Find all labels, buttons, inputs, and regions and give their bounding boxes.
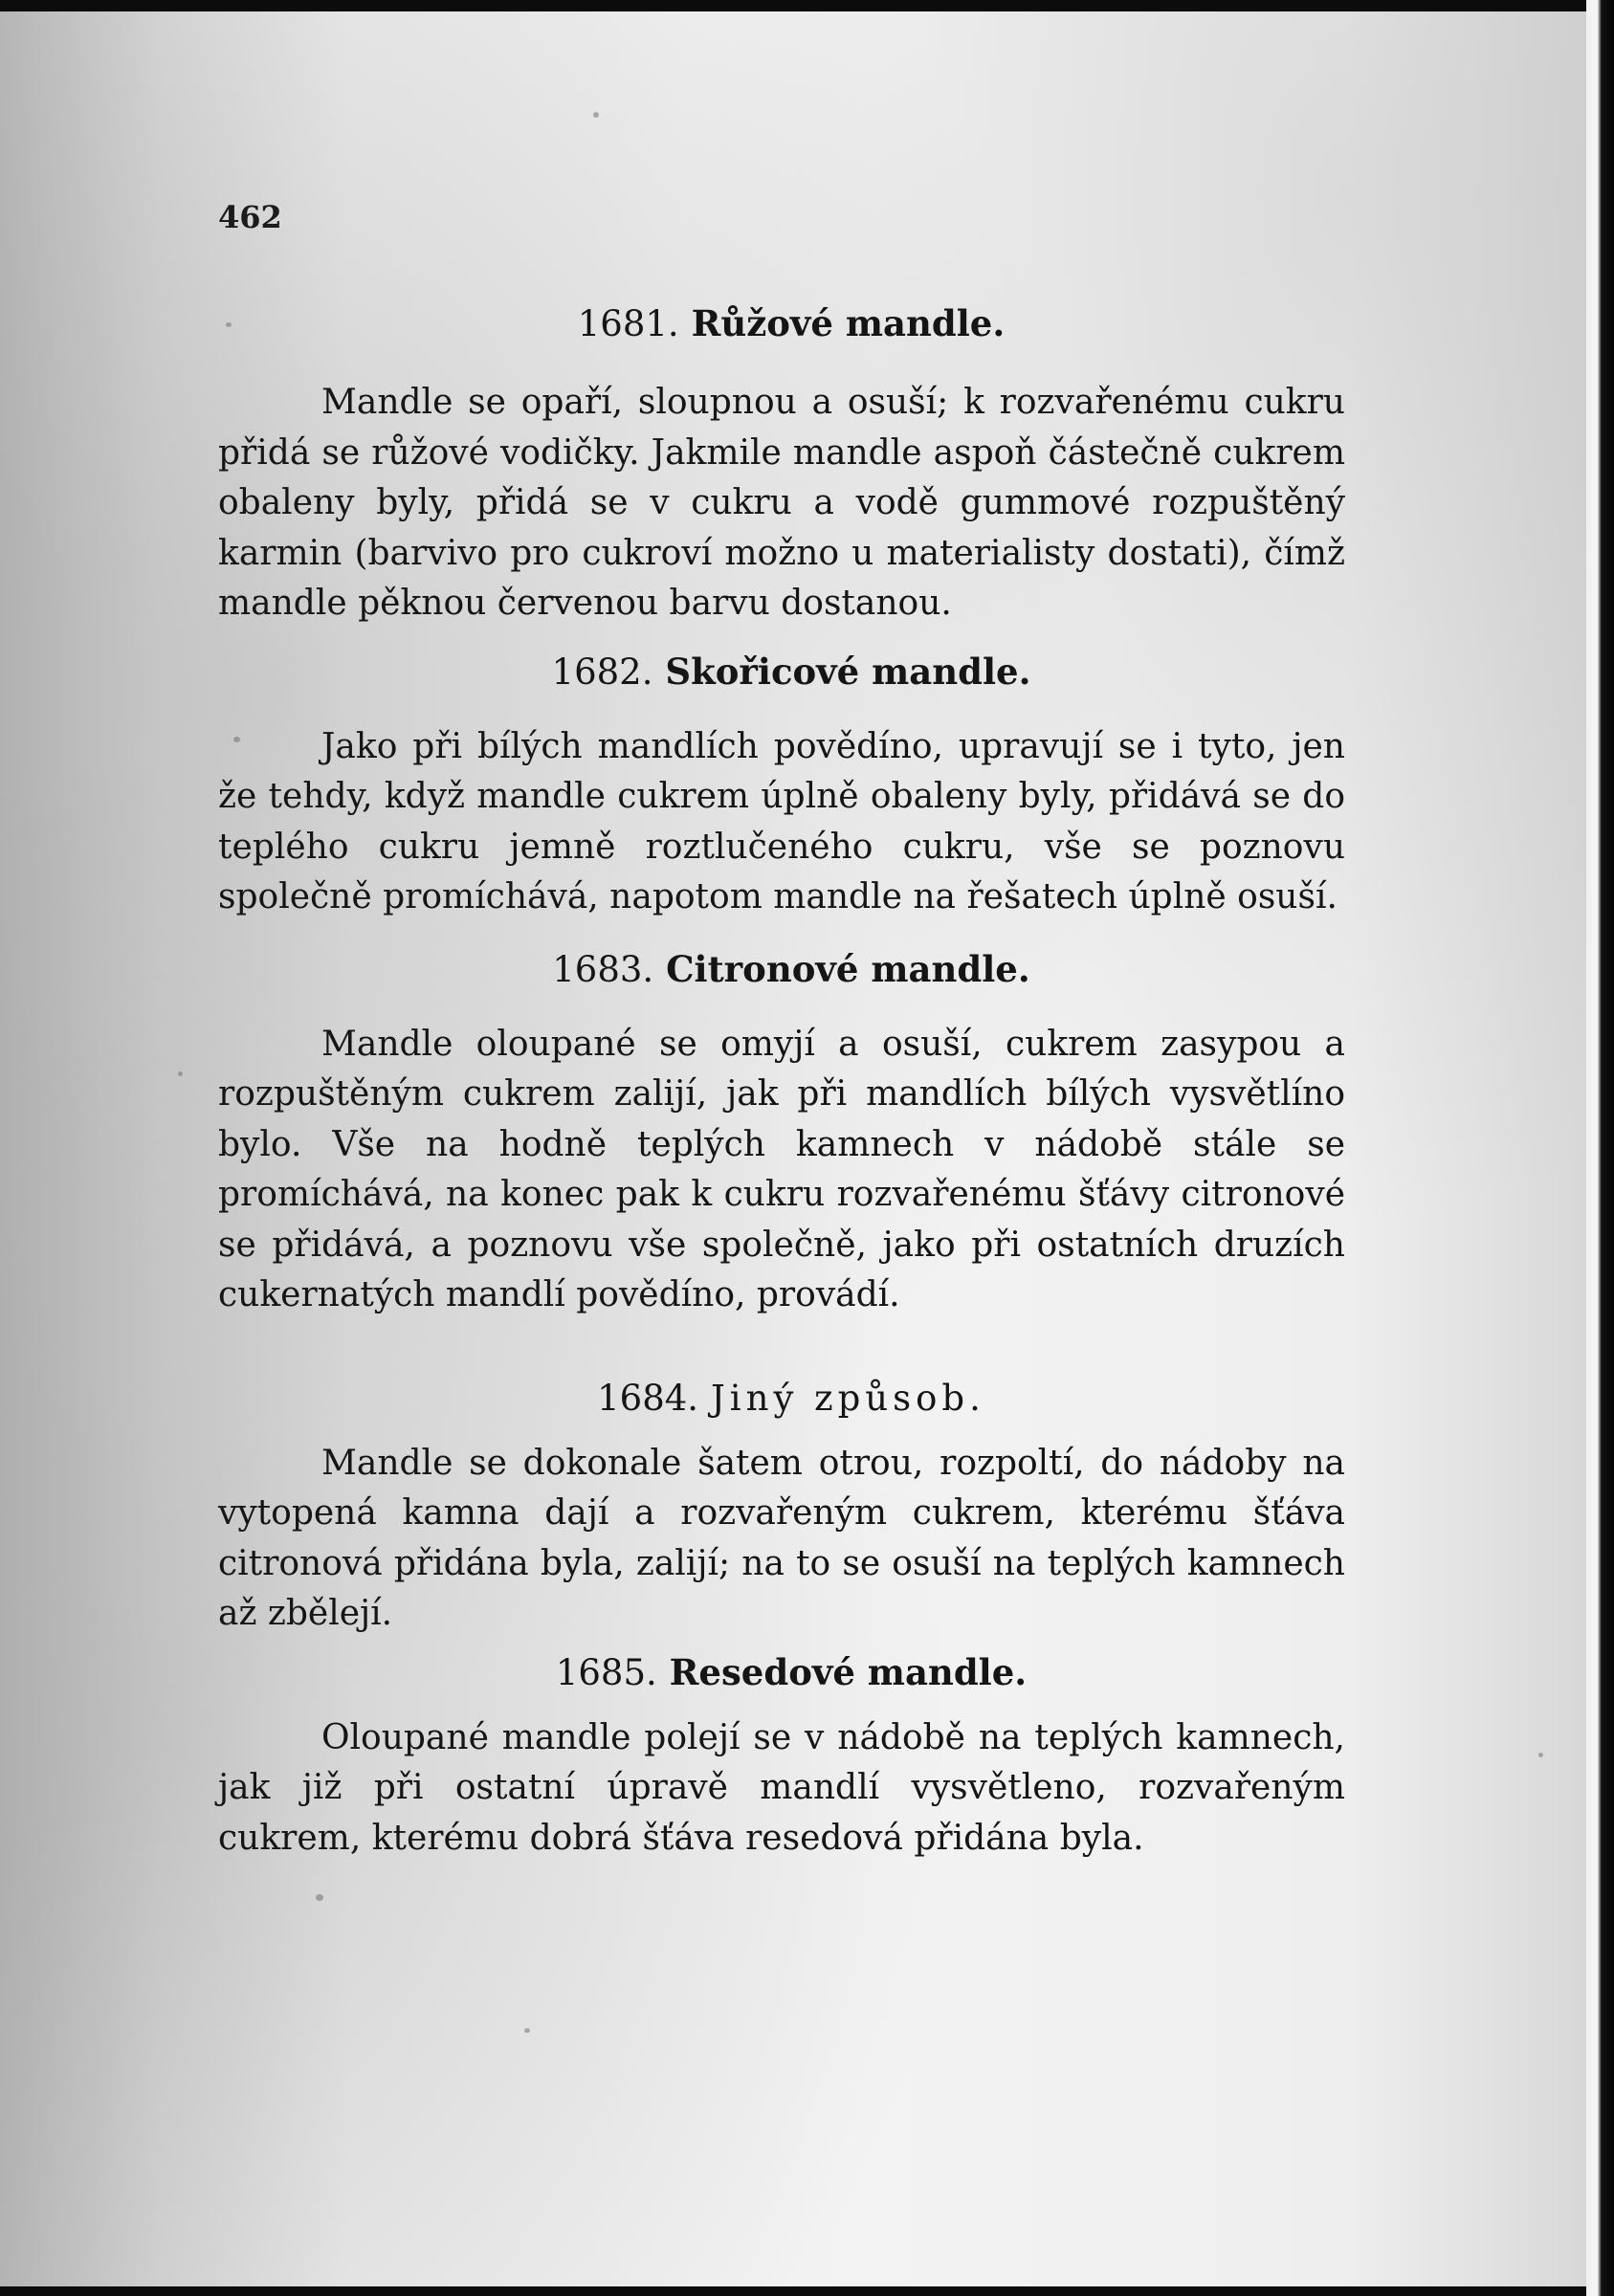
book-page (0, 11, 1586, 2286)
recipe-heading-1683 (218, 940, 1345, 999)
recipe-title: Růžové mandle. (691, 302, 1006, 344)
page-content (218, 289, 1345, 1864)
recipe-heading-1684 (218, 1369, 1345, 1427)
paper-speck (316, 1894, 323, 1901)
paper-speck (593, 112, 599, 118)
paper-speck (524, 2028, 530, 2033)
recipe-number: 1683. (552, 948, 654, 990)
recipe-title: Skořicové mandle. (665, 650, 1031, 693)
recipe-title: Jiný způsob. (710, 1377, 985, 1419)
scan-edge (1586, 0, 1614, 2296)
recipe-title: Citronové mandle. (666, 947, 1030, 990)
recipe-heading-1681 (218, 295, 1345, 353)
recipe-text-1684: Mandle se dokonale šatem otrou, rozpoltí, do nádoby na vytopená kamna dají a rozvařeným cukrem, kterému šťáva citronová přidána byla, zalijí; na to se osuší na teplých kamnech až zbělejí. (218, 1443, 1345, 1633)
recipe-number: 1685. (555, 1651, 657, 1693)
recipe-number: 1682. (551, 651, 653, 693)
recipe-heading-1682 (218, 643, 1345, 701)
recipe-title: Resedové mandle. (669, 1650, 1028, 1693)
paper-speck (178, 1071, 183, 1076)
recipe-text-1681: Mandle se opaří, sloupnou a osuší; k rozvařenému cukru přidá se růžové vodičky. Jakmile mandle aspoň částečně cukrem obaleny byly, přidá se v cukru a vodě gummové rozpuštěný karmin (barvivo pro cukroví možno u materialisty dostati), čímž mandle pěknou červenou barvu dostanou. (218, 383, 1345, 623)
paper-speck (1538, 1753, 1543, 1757)
recipe-text-1683: Mandle oloupané se omyjí a osuší, cukrem zasypou a rozpuštěným cukrem zalijí, jak při mandlích bílých vysvětlíno bylo. Vše na hodně teplých kamnech v nádobě stále se promíchává, na konec pak k cukru rozvařenému šťávy citronové se přidává, a poznovu vše společně, jako při ostatních druzích cukernatých mandlí povědíno, provádí. (218, 1024, 1345, 1314)
recipe-number: 1681. (577, 303, 679, 344)
recipe-text-1685: Oloupané mandle polejí se v nádobě na teplých kamnech, jak již při ostatní úpravě mandlí vysvětleno, rozvařeným cukrem, kterému dobrá šťáva resedová přidána byla. (218, 1717, 1345, 1858)
recipe-number: 1684. (597, 1377, 699, 1419)
recipe-text-1682: Jako při bílých mandlích povědíno, upravují se i tyto, jen že tehdy, když mandle cukrem úplně obaleny byly, přidává se do teplého cukru jemně roztlučeného cukru, vše se poznovu společně promíchává, napotom mandle na řešatech úplně osuší. (218, 726, 1345, 916)
recipe-heading-1685 (218, 1644, 1345, 1702)
page-number: 462 (218, 199, 282, 235)
